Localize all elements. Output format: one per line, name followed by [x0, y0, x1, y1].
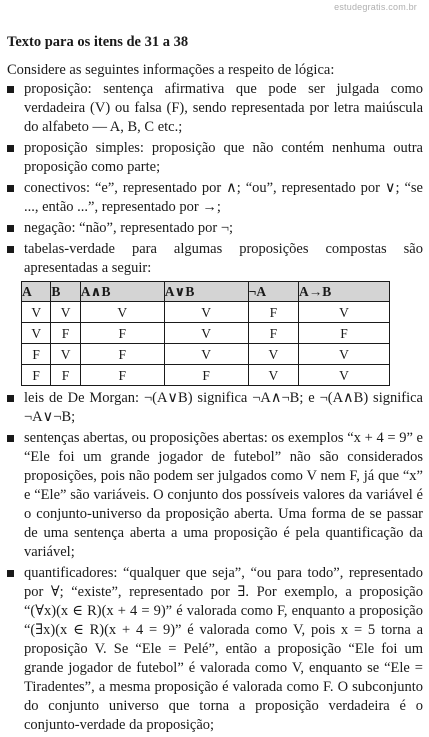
table-cell: V [248, 344, 298, 365]
square-bullet-icon [7, 570, 14, 577]
list-item: negação: “não”, representado por ¬; [7, 219, 423, 238]
truth-table [21, 281, 390, 386]
table-header-cell: A [22, 282, 51, 302]
table-header-cell: A∨B [164, 282, 248, 302]
table-cell: V [22, 323, 51, 344]
square-bullet-icon [7, 395, 14, 402]
list-item: tabelas-verdade para algumas proposições compostas são apresentadas a seguir: A B A∧B A∨B ¬A A→B V V V V F V V F F V F F F V F V V V F F F F V V [7, 240, 423, 386]
table-cell: F [80, 323, 164, 344]
site-watermark: estudegratis.com.br [334, 2, 417, 12]
table-row [22, 323, 390, 344]
table-cell: V [51, 302, 80, 323]
table-cell: F [22, 365, 51, 386]
table-row [22, 302, 390, 323]
section-heading: Texto para os itens de 31 a 38 [7, 34, 189, 50]
table-cell: F [248, 302, 298, 323]
table-header-row [22, 282, 390, 302]
table-cell: V [299, 365, 390, 386]
intro-text: Considere as seguintes informações a respeito de lógica: [7, 62, 335, 78]
list-item: quantificadores: “qualquer que seja”, “ou para todo”, representado por ∀; “existe”, representado por ∃. Por exemplo, a proposição “(∀x)(x ∈ R)(x + 4 = 9)” é valorada como F, enquanto a proposição “(∃x)(x ∈ R)(x + 4 = 9)” é valorada como V, pois x = 5 torna a proposição V. Se “Ele = Pelé”, então a proposição “Ele foi um grande jogador de futebol” é valorada como V, enquanto se “Ele = Tiradentes”, a mesma proposição é valorada como F. O subconjunto do conjunto universo que torna a proposição verdadeira é o conjunto-verdade da proposição; [7, 564, 423, 735]
table-cell: F [80, 365, 164, 386]
square-bullet-icon [7, 435, 14, 442]
list-item: proposição simples: proposição que não contém nenhuma outra proposição como parte; [7, 139, 423, 177]
table-header-cell: A∧B [80, 282, 164, 302]
table-cell: V [80, 302, 164, 323]
table-header-cell: ¬A [248, 282, 298, 302]
table-cell: F [22, 344, 51, 365]
definitions-list [7, 80, 423, 737]
table-cell: F [51, 323, 80, 344]
list-item: leis de De Morgan: ¬(A∨B) significa ¬A∧¬B; e ¬(A∧B) significa ¬A∨¬B; [7, 389, 423, 427]
table-row [22, 365, 390, 386]
table-cell: V [299, 344, 390, 365]
table-cell: V [51, 344, 80, 365]
table-cell: V [248, 365, 298, 386]
table-row [22, 344, 390, 365]
list-item: sentenças abertas, ou proposições abertas: os exemplos “x + 4 = 9” e “Ele foi um grande jogador de futebol” não são considerados proposições, pois não podem ser julgados como V nem F, já que “x” e “Ele” são variáveis. O conjunto dos possíveis valores da variável é o conjunto-universo da proposição aberta. Uma forma de se passar de uma sentença aberta a uma proposição é pela quantificação da variável; [7, 429, 423, 562]
square-bullet-icon [7, 145, 14, 152]
table-cell: V [164, 323, 248, 344]
table-cell: V [164, 302, 248, 323]
table-cell: F [299, 323, 390, 344]
table-cell: V [22, 302, 51, 323]
table-cell: F [51, 365, 80, 386]
square-bullet-icon [7, 185, 14, 192]
table-cell: F [164, 365, 248, 386]
table-cell: V [164, 344, 248, 365]
list-item: conectivos: “e”, representado por ∧; “ou”, representado por ∨; “se ..., então ...”, representado por →; [7, 179, 423, 217]
square-bullet-icon [7, 225, 14, 232]
table-cell: V [299, 302, 390, 323]
table-header-cell: A→B [299, 282, 390, 302]
table-header-cell: B [51, 282, 80, 302]
square-bullet-icon [7, 246, 14, 253]
list-item: proposição: sentença afirmativa que pode ser julgada como verdadeira (V) ou falsa (F), sendo representada por letra maiúscula do alfabeto — A, B, C etc.; [7, 80, 423, 137]
table-cell: F [248, 323, 298, 344]
square-bullet-icon [7, 86, 14, 93]
table-cell: F [80, 344, 164, 365]
